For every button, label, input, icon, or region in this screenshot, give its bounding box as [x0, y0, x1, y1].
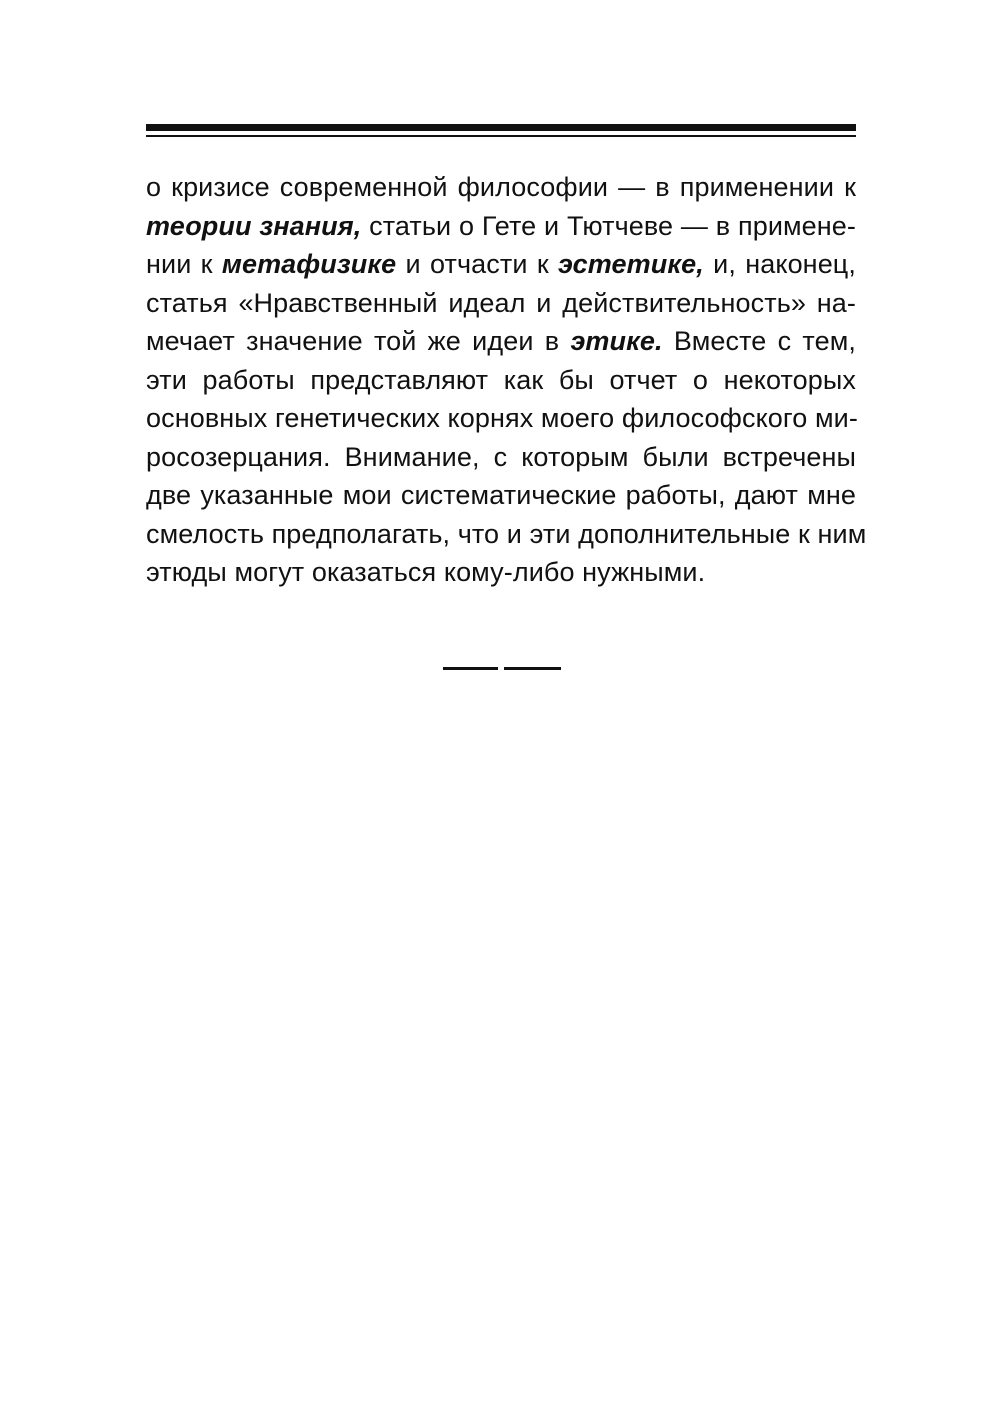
text-segment: две указанные мои систематические работы, дают мне	[146, 480, 856, 510]
header-rule-thin	[146, 135, 856, 137]
ornament-dash-left	[443, 667, 498, 670]
text-segment: этюды могут оказаться кому-либо нужными.	[146, 557, 706, 587]
emphasized-term: метафизике	[221, 249, 397, 279]
text-line	[146, 245, 856, 284]
text-segment: росозерцания. Внимание, с которым были встречены	[146, 441, 856, 472]
emphasized-term: теории знания,	[146, 210, 362, 241]
ornament-dash-right	[504, 667, 561, 670]
body-paragraph	[146, 168, 867, 592]
text-segment: эти работы представляют как бы отчет о некоторых	[146, 364, 856, 395]
emphasized-term: этике.	[570, 326, 663, 356]
text-line	[146, 399, 856, 438]
text-line	[146, 284, 856, 323]
emphasized-term: эстетике,	[558, 249, 704, 279]
text-segment: основных генетических корнях моего философского ми-	[146, 403, 858, 433]
text-segment: о кризисе современной философии — в применении к	[146, 172, 856, 202]
text-segment: статья «Нравственный идеал и действительность» на-	[146, 287, 856, 318]
header-double-rule	[146, 124, 856, 140]
text-line	[146, 207, 856, 246]
text-line	[146, 553, 856, 592]
text-line	[146, 361, 856, 400]
text-segment: смелость предполагать, что и эти дополнительные к ним	[146, 518, 867, 549]
text-line	[146, 438, 856, 477]
text-line	[146, 168, 856, 207]
text-segment: Вместе с тем,	[662, 326, 856, 356]
header-rule-thick	[146, 124, 856, 131]
text-segment: нии к	[146, 249, 222, 279]
text-segment: и, наконец,	[703, 249, 856, 279]
text-line	[146, 476, 856, 515]
text-segment: статьи о Гете и Тютчеве — в примене-	[361, 210, 857, 241]
end-ornament	[443, 667, 563, 671]
text-segment: и отчасти к	[396, 249, 559, 279]
text-line	[146, 515, 867, 554]
text-segment: мечает значение той же идеи в	[146, 326, 571, 356]
text-line	[146, 322, 856, 361]
